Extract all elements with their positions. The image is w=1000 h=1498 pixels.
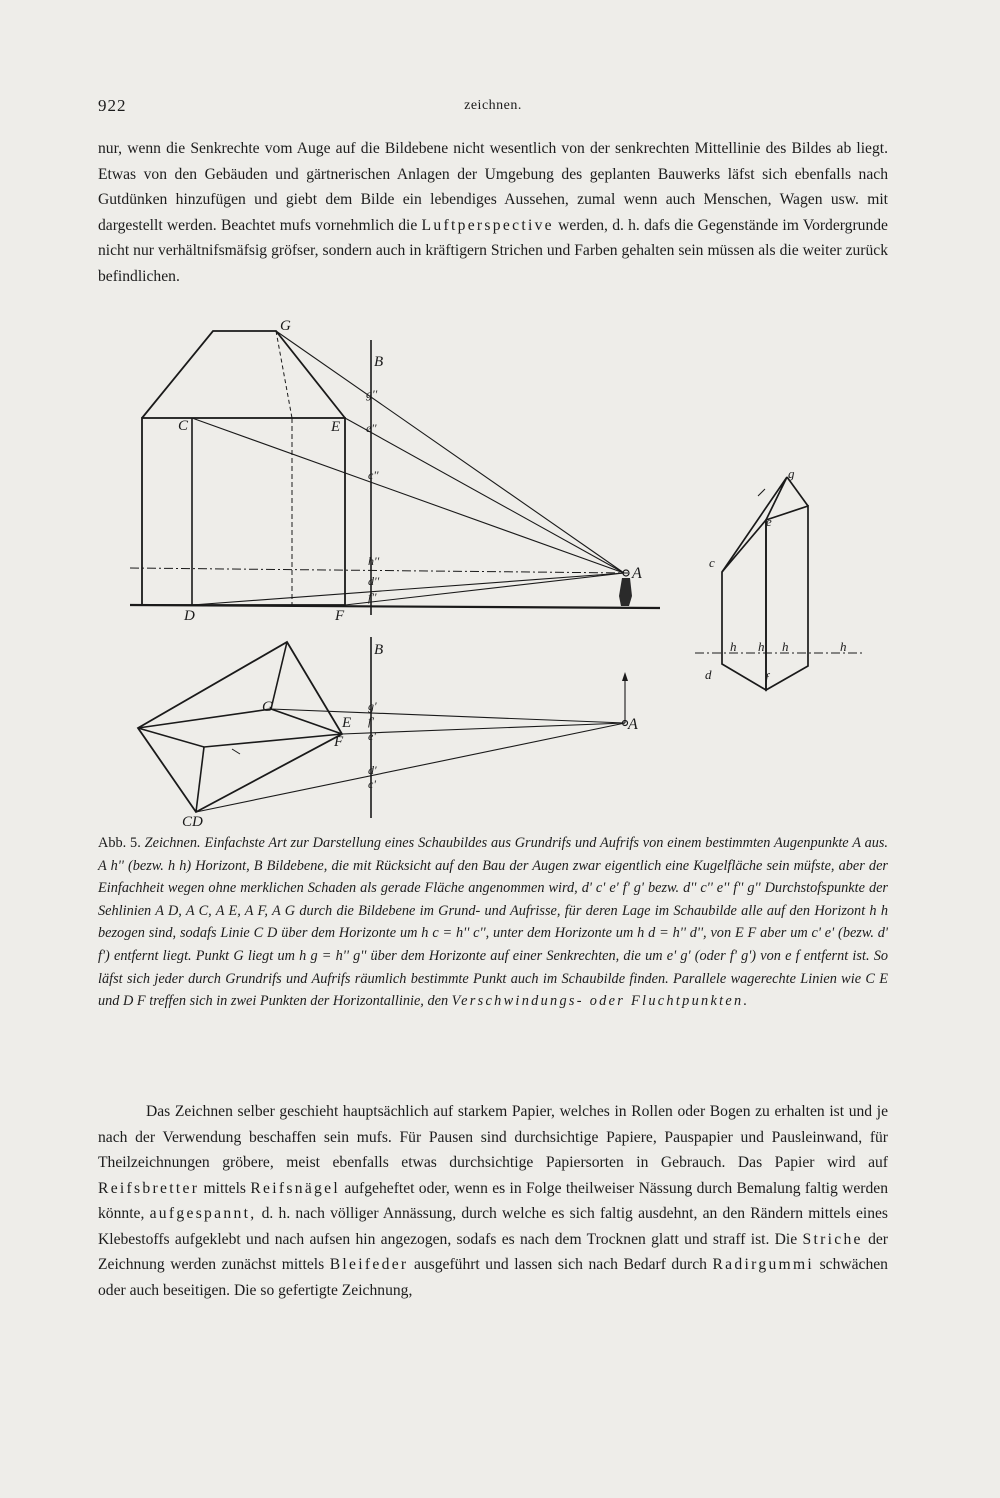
sightline-ad — [192, 573, 624, 605]
label-h2: h'' — [368, 554, 380, 568]
caption-title: Zeichnen. — [144, 835, 201, 851]
paragraph-text: schwächen oder auch beseitigen. Die so gefertigte Zeichnung, — [98, 1256, 888, 1299]
label-h-persp-2: h — [758, 639, 765, 654]
observer-figure — [619, 570, 632, 606]
spaced-term: Luftperspective — [421, 216, 554, 234]
caption-text: Einfachste Art zur Darstellung eines Schaubildes aus Grundrifs und Aufrifs von einem bestimmten Augenpunkte A aus. A h'' (bezw. h h) Horizont, B Bildebene, die mit Rücksicht auf den Bau der Augen zwar eigentlich eine Kugelfläche sein müfste, aber der Einfachheit wegen ohne merklichen Schaden als gerade Fläche angenommen wird, d' c' e' f' g' bezw. d'' c'' e'' f'' g'' Durchstofspunkte der Sehlinien A D, A C, A E, A F, A G durch die Bildebene im Grund- und Aufrisse, für deren Lage im Schaubilde alle auf den Horizont h h bezogen sind, sodafs Linie C D über dem Horizonte um h c = h'' c'', unter dem Horizonte um h d = h'' d'', von E F aber um c' e' (bezw. d' f') entfernt liegt. Punkt G liegt um h g = h'' g'' über dem Horizonte auf einer Senkrechten, die um e' g' (oder f' g') von e f entfernt ist. So läfst sich jeder durch Grundrifs und Aufrifs räumlich bestimmte Punkt auch im Schaubilde finden. Parallele wagerechte Linien wie C E und D F treffen sich in zwei Punkten der Horizontallinie, den — [98, 835, 889, 1010]
perspective-diagram — [0, 300, 1000, 830]
roof-tick — [758, 489, 765, 496]
page-header — [98, 96, 888, 120]
label-f-elevation: F — [335, 608, 345, 624]
label-c-elevation: C — [178, 418, 189, 434]
elevation-drawing — [130, 318, 660, 624]
plan-sightline-ag — [271, 709, 625, 723]
figure-caption — [98, 832, 888, 1013]
figure-abb-5 — [0, 300, 1000, 830]
roof-ridge-plan — [138, 709, 342, 747]
label-e1: e' — [368, 729, 376, 743]
label-d2: d'' — [368, 574, 380, 588]
paragraph-text: werden, d. h. dafs die Gegenstände im Vordergrunde nicht nur verhältnifsmäfsig gröfser, sondern auch in kräftigern Strichen und Farben gehalten sein müssen als die weiter zurück befindlichen. — [98, 216, 888, 285]
paragraph-text: aufgeheftet oder, wenn es in Folge theilweiser Nässung durch Bemalung faltig werden könnte, — [98, 1179, 888, 1222]
label-g2: g'' — [366, 387, 378, 401]
spaced-term: Bleifeder — [329, 1256, 409, 1273]
building-walls — [142, 418, 345, 605]
caption-label: Abb. 5. — [98, 835, 141, 851]
arrow-head — [622, 672, 628, 681]
label-d-persp: d — [705, 667, 712, 682]
paragraph-text: d. h. nach völliger Annässung, durch welche es sich faltig ausdehnt, an den Rändern mittels eines Klebestoffs aufgeklebt und nach aufsen hin angezogen, sodafs es nach dem Trocknen glatt und straff ist. Die — [98, 1205, 888, 1248]
spaced-term: Reifsbretter — [98, 1179, 200, 1197]
perspective-drawing — [695, 466, 862, 690]
sightline-ae — [345, 418, 624, 573]
paragraph-text: ausgeführt und lassen sich nach Bedarf durch — [408, 1256, 713, 1273]
label-cd-plan: CD — [182, 814, 203, 830]
sightline-ag — [276, 331, 624, 573]
roof-right — [787, 477, 808, 506]
spaced-term: Striche — [802, 1230, 863, 1248]
label-f2: f'' — [368, 590, 377, 604]
label-d1: d' — [368, 763, 377, 777]
label-e-plan: E — [342, 715, 352, 731]
sightline-af — [345, 573, 624, 605]
label-f1: f' — [368, 714, 374, 728]
page-number: 922 — [98, 96, 127, 115]
paragraph-paper — [98, 1099, 888, 1303]
label-f-persp: f — [765, 670, 769, 685]
paragraph-text: nur, wenn die Senkrechte vom Auge auf die Bildebene nicht wesentlich von der senkrechten Mittellinie des Bildes ab liegt. Etwas von den Gebäuden und gärtnerischen Anlagen der Umgebung des geplanten Bauwerks läfst sich ebenfalls nach Gutdünken hinzufügen und giebt dem Bilde ein lebendiges Aussehen, zumal wenn auch Menschen, Wagen usw. mit dargestellt werden. Beachtet mufs vornehmlich die — [98, 140, 888, 234]
roof-hidden-edge — [276, 331, 292, 418]
label-a-plan: A — [628, 716, 638, 733]
label-h-persp-1: h — [730, 639, 737, 654]
ridge-to-back — [271, 642, 287, 709]
caption-term: Verschwindungs- oder Fluchtpunkten. — [451, 993, 750, 1010]
label-h-persp-3: h — [782, 639, 789, 654]
left-wall — [722, 520, 766, 690]
label-c-persp: c — [709, 555, 715, 570]
paragraph-text: Das Zeichnen selber geschieht hauptsächlich auf starkem Papier, welches in Rollen oder Bogen zu erhalten ist und je nach der Verwendung beschaffen sein mufs. Für Pausen sind durchsichtige Papiere, Pauspapier und Pausleinwand, für Theilzeichnungen gröbere, meist ebenfalls etwas durchsichtige Papiersorten in Gebrauch. Das Papier wird auf — [98, 1103, 888, 1171]
label-d-elevation: D — [184, 608, 195, 624]
label-a-elevation: A — [632, 565, 642, 582]
label-g-elevation: G — [280, 318, 291, 334]
label-b-plan: B — [374, 642, 384, 658]
ridge-to-corner — [196, 747, 204, 812]
paragraph-text: mittels — [199, 1179, 251, 1197]
label-e-elevation: E — [331, 419, 341, 435]
roof-outline — [142, 331, 345, 418]
paragraph-text: der Zeichnung werden zunächst mittels — [98, 1230, 888, 1273]
label-h-persp-4: h — [840, 639, 847, 654]
label-c1: c' — [368, 777, 376, 791]
label-g-plan: G — [262, 699, 273, 715]
label-g-persp: g — [788, 466, 795, 481]
plan-outline — [138, 642, 342, 812]
horizon-line — [130, 568, 628, 573]
running-head: zeichnen. — [464, 98, 522, 113]
label-g1: g' — [368, 699, 377, 713]
label-e2: e'' — [366, 421, 377, 435]
plan-drawing — [138, 637, 638, 830]
spaced-term: aufgespannt, — [149, 1205, 257, 1222]
label-c2: c'' — [368, 468, 379, 482]
plan-sightline-ad — [196, 723, 625, 812]
label-f-plan: F — [334, 734, 344, 750]
paragraph-intro — [98, 136, 888, 289]
plan-tick — [232, 749, 240, 754]
roof-left — [722, 477, 787, 572]
spaced-term: Radirgummi — [712, 1256, 815, 1273]
sightline-ac — [192, 418, 624, 573]
label-b-elevation: B — [374, 354, 384, 370]
spaced-term: Reifsnägel — [250, 1179, 341, 1197]
label-e-persp: e — [766, 514, 772, 529]
front-wall — [766, 506, 808, 690]
